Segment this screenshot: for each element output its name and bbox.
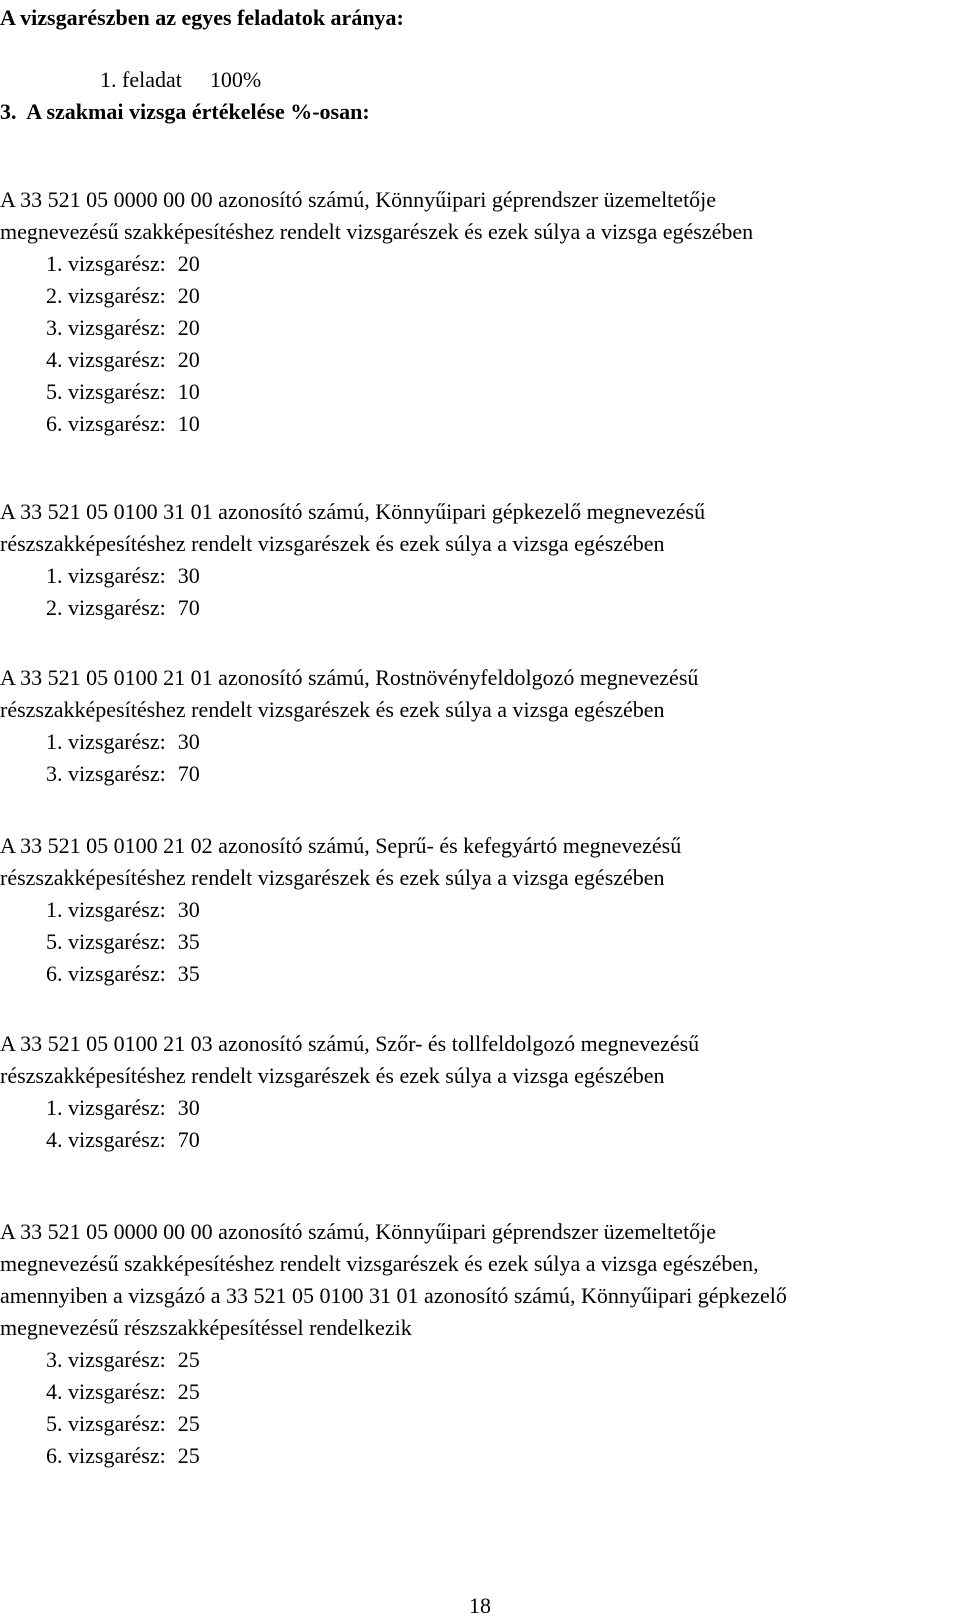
block-text-line: megnevezésű részszakképesítéssel rendelkezik bbox=[0, 1315, 412, 1340]
exam-part-row bbox=[46, 408, 200, 440]
exam-part-label: 6. vizsgarész: bbox=[46, 1443, 166, 1468]
block-text-line: A 33 521 05 0000 00 00 azonosító számú, Könnyűipari géprendszer üzemeltetője bbox=[0, 1219, 717, 1244]
block-text-line: részszakképesítéshez rendelt vizsgarészek és ezek súlya a vizsga egészében bbox=[0, 1063, 665, 1088]
exam-part-row bbox=[46, 1440, 200, 1472]
block-text-line: részszakképesítéshez rendelt vizsgarészek és ezek súlya a vizsga egészében bbox=[0, 697, 665, 722]
exam-part-weight: 70 bbox=[177, 761, 200, 786]
exam-part-row bbox=[46, 248, 200, 280]
exam-part-row bbox=[46, 958, 200, 990]
exam-part-label: 1. vizsgarész: bbox=[46, 563, 166, 588]
exam-part-weight: 10 bbox=[177, 411, 200, 436]
exam-part-label: 1. vizsgarész: bbox=[46, 1095, 166, 1120]
exam-part-weight: 25 bbox=[177, 1347, 200, 1372]
exam-part-label: 3. vizsgarész: bbox=[46, 315, 166, 340]
exam-part-label: 1. vizsgarész: bbox=[46, 897, 166, 922]
block-text-line: részszakképesítéshez rendelt vizsgarészek és ezek súlya a vizsga egészében bbox=[0, 531, 665, 556]
task-label: 1. feladat bbox=[100, 67, 182, 92]
exam-part-weight: 70 bbox=[177, 595, 200, 620]
exam-part-row bbox=[46, 1376, 200, 1408]
exam-part-row bbox=[46, 280, 200, 312]
exam-part-label: 6. vizsgarész: bbox=[46, 961, 166, 986]
exam-part-weight: 20 bbox=[177, 251, 200, 276]
exam-part-label: 4. vizsgarész: bbox=[46, 1379, 166, 1404]
exam-part-label: 2. vizsgarész: bbox=[46, 283, 166, 308]
exam-part-row bbox=[46, 1344, 200, 1376]
exam-part-label: 3. vizsgarész: bbox=[46, 1347, 166, 1372]
exam-part-weight: 20 bbox=[177, 315, 200, 340]
exam-part-weight: 25 bbox=[177, 1443, 200, 1468]
exam-part-label: 4. vizsgarész: bbox=[46, 1127, 166, 1152]
exam-part-label: 1. vizsgarész: bbox=[46, 251, 166, 276]
page-heading: A vizsgarészben az egyes feladatok aránya: bbox=[0, 5, 404, 30]
exam-part-row bbox=[46, 894, 200, 926]
exam-part-weight: 25 bbox=[177, 1379, 200, 1404]
block-text-line: megnevezésű szakképesítéshez rendelt vizsgarészek és ezek súlya a vizsga egészében bbox=[0, 219, 754, 244]
section-title: 3. A szakmai vizsga értékelése %-osan: bbox=[0, 99, 370, 124]
exam-part-weight: 25 bbox=[177, 1411, 200, 1436]
exam-part-weight: 35 bbox=[177, 961, 200, 986]
exam-part-row bbox=[46, 726, 200, 758]
block-text-line: megnevezésű szakképesítéshez rendelt vizsgarészek és ezek súlya a vizsga egészében, bbox=[0, 1251, 759, 1276]
exam-part-label: 5. vizsgarész: bbox=[46, 1411, 166, 1436]
block-text-line: A 33 521 05 0100 31 01 azonosító számú, Könnyűipari gépkezelő megnevezésű bbox=[0, 499, 706, 524]
exam-part-row bbox=[46, 1408, 200, 1440]
exam-part-weight: 30 bbox=[177, 1095, 200, 1120]
exam-part-weight: 10 bbox=[177, 379, 200, 404]
block-text-line: A 33 521 05 0100 21 02 azonosító számú, Seprű- és kefegyártó megnevezésű bbox=[0, 833, 682, 858]
block-text-line: A 33 521 05 0100 21 03 azonosító számú, Szőr- és tollfeldolgozó megnevezésű bbox=[0, 1031, 700, 1056]
exam-part-weight: 30 bbox=[177, 897, 200, 922]
exam-part-row bbox=[46, 1092, 200, 1124]
exam-part-row bbox=[46, 926, 200, 958]
exam-part-row bbox=[46, 376, 200, 408]
block-text-line: A 33 521 05 0100 21 01 azonosító számú, Rostnövényfeldolgozó megnevezésű bbox=[0, 665, 699, 690]
exam-part-weight: 20 bbox=[177, 283, 200, 308]
exam-part-row bbox=[46, 560, 200, 592]
block-text-line: részszakképesítéshez rendelt vizsgarészek és ezek súlya a vizsga egészében bbox=[0, 865, 665, 890]
exam-part-weight: 70 bbox=[177, 1127, 200, 1152]
exam-part-label: 5. vizsgarész: bbox=[46, 379, 166, 404]
page-number: 18 bbox=[469, 1593, 491, 1618]
exam-part-weight: 35 bbox=[177, 929, 200, 954]
exam-part-label: 5. vizsgarész: bbox=[46, 929, 166, 954]
exam-part-row bbox=[46, 312, 200, 344]
block-text-line: A 33 521 05 0000 00 00 azonosító számú, Könnyűipari géprendszer üzemeltetője bbox=[0, 187, 717, 212]
exam-part-weight: 30 bbox=[177, 729, 200, 754]
exam-part-row bbox=[46, 344, 200, 376]
exam-part-weight: 30 bbox=[177, 563, 200, 588]
exam-part-label: 2. vizsgarész: bbox=[46, 595, 166, 620]
block-text-line: amennyiben a vizsgázó a 33 521 05 0100 31 01 azonosító számú, Könnyűipari gépkezelő bbox=[0, 1283, 787, 1308]
exam-part-weight: 20 bbox=[177, 347, 200, 372]
exam-part-row bbox=[46, 758, 200, 790]
exam-part-label: 4. vizsgarész: bbox=[46, 347, 166, 372]
exam-part-row bbox=[46, 592, 200, 624]
exam-part-row bbox=[46, 1124, 200, 1156]
exam-part-label: 3. vizsgarész: bbox=[46, 761, 166, 786]
exam-part-label: 6. vizsgarész: bbox=[46, 411, 166, 436]
exam-part-label: 1. vizsgarész: bbox=[46, 729, 166, 754]
task-value: 100% bbox=[209, 67, 262, 92]
